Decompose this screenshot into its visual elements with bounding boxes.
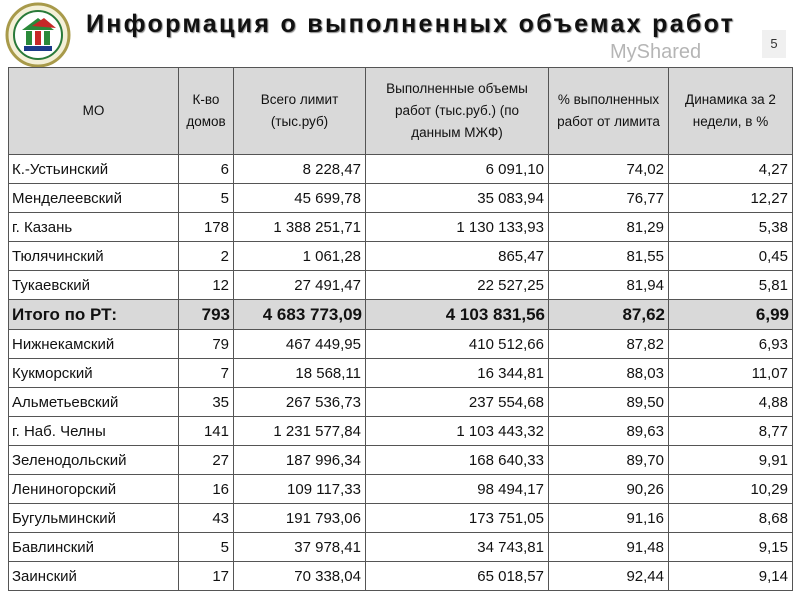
table-row — [9, 388, 793, 417]
cell-percent: 81,29 — [549, 213, 669, 242]
cell-name: Тукаевский — [9, 271, 179, 300]
table-row — [9, 330, 793, 359]
cell-percent: 89,70 — [549, 446, 669, 475]
cell-percent: 81,94 — [549, 271, 669, 300]
cell-dynamics: 0,45 — [669, 242, 793, 271]
cell-dynamics: 11,07 — [669, 359, 793, 388]
watermark: MyShared — [610, 41, 702, 63]
cell-limit: 8 228,47 — [234, 155, 366, 184]
cell-houses: 79 — [179, 330, 234, 359]
organization-logo — [2, 2, 74, 68]
cell-limit: 109 117,33 — [234, 475, 366, 504]
table-row — [9, 271, 793, 300]
cell-percent: 74,02 — [549, 155, 669, 184]
cell-percent: 91,16 — [549, 504, 669, 533]
cell-dynamics: 5,38 — [669, 213, 793, 242]
cell-limit: 27 491,47 — [234, 271, 366, 300]
cell-dynamics: 9,91 — [669, 446, 793, 475]
cell-houses: 6 — [179, 155, 234, 184]
cell-houses: 17 — [179, 562, 234, 591]
header-houses: К-во домов — [179, 68, 234, 155]
cell-done: 22 527,25 — [366, 271, 549, 300]
cell-done: 4 103 831,56 — [366, 300, 549, 330]
cell-dynamics: 12,27 — [669, 184, 793, 213]
cell-name: Нижнекамский — [9, 330, 179, 359]
header-mo: МО — [9, 68, 179, 155]
cell-houses: 178 — [179, 213, 234, 242]
cell-percent: 89,63 — [549, 417, 669, 446]
cell-done: 98 494,17 — [366, 475, 549, 504]
cell-done: 6 091,10 — [366, 155, 549, 184]
cell-dynamics: 10,29 — [669, 475, 793, 504]
header-done: Выполненные объемы работ (тыс.руб.) (по данным МЖФ) — [366, 68, 549, 155]
cell-percent: 91,48 — [549, 533, 669, 562]
cell-name: Тюлячинский — [9, 242, 179, 271]
cell-dynamics: 6,93 — [669, 330, 793, 359]
cell-limit: 70 338,04 — [234, 562, 366, 591]
cell-name: Кукморский — [9, 359, 179, 388]
cell-done: 16 344,81 — [366, 359, 549, 388]
cell-name: Лениногорский — [9, 475, 179, 504]
cell-done: 1 103 443,32 — [366, 417, 549, 446]
header-limit: Всего лимит (тыс.руб) — [234, 68, 366, 155]
cell-dynamics: 9,15 — [669, 533, 793, 562]
table-row — [9, 184, 793, 213]
table-row — [9, 475, 793, 504]
cell-houses: 141 — [179, 417, 234, 446]
page-title: Информация о выполненных объемах работ — [86, 10, 736, 38]
cell-name: г. Наб. Челны — [9, 417, 179, 446]
cell-done: 34 743,81 — [366, 533, 549, 562]
cell-done: 410 512,66 — [366, 330, 549, 359]
table-row — [9, 359, 793, 388]
cell-percent: 88,03 — [549, 359, 669, 388]
cell-limit: 267 536,73 — [234, 388, 366, 417]
table-row — [9, 213, 793, 242]
cell-houses: 2 — [179, 242, 234, 271]
cell-done: 65 018,57 — [366, 562, 549, 591]
table-row — [9, 242, 793, 271]
cell-name: г. Казань — [9, 213, 179, 242]
table-row — [9, 562, 793, 591]
cell-dynamics: 4,88 — [669, 388, 793, 417]
cell-limit: 1 231 577,84 — [234, 417, 366, 446]
cell-dynamics: 5,81 — [669, 271, 793, 300]
cell-limit: 4 683 773,09 — [234, 300, 366, 330]
cell-houses: 7 — [179, 359, 234, 388]
cell-limit: 191 793,06 — [234, 504, 366, 533]
cell-dynamics: 4,27 — [669, 155, 793, 184]
cell-houses: 12 — [179, 271, 234, 300]
cell-done: 1 130 133,93 — [366, 213, 549, 242]
total-row — [9, 300, 793, 330]
cell-percent: 92,44 — [549, 562, 669, 591]
cell-name: Итого по РТ: — [9, 300, 179, 330]
cell-name: Менделеевский — [9, 184, 179, 213]
cell-dynamics: 9,14 — [669, 562, 793, 591]
cell-limit: 467 449,95 — [234, 330, 366, 359]
cell-houses: 27 — [179, 446, 234, 475]
table-header-row — [9, 68, 793, 155]
cell-percent: 90,26 — [549, 475, 669, 504]
cell-limit: 45 699,78 — [234, 184, 366, 213]
cell-percent: 81,55 — [549, 242, 669, 271]
cell-limit: 1 061,28 — [234, 242, 366, 271]
cell-done: 865,47 — [366, 242, 549, 271]
cell-percent: 76,77 — [549, 184, 669, 213]
cell-name: Бугульминский — [9, 504, 179, 533]
cell-done: 237 554,68 — [366, 388, 549, 417]
cell-percent: 87,62 — [549, 300, 669, 330]
cell-percent: 89,50 — [549, 388, 669, 417]
cell-name: К.-Устьинский — [9, 155, 179, 184]
cell-percent: 87,82 — [549, 330, 669, 359]
header-dynamics: Динамика за 2 недели, в % — [669, 68, 793, 155]
works-table — [8, 67, 793, 591]
cell-name: Бавлинский — [9, 533, 179, 562]
cell-houses: 5 — [179, 533, 234, 562]
cell-done: 35 083,94 — [366, 184, 549, 213]
cell-name: Зеленодольский — [9, 446, 179, 475]
cell-done: 168 640,33 — [366, 446, 549, 475]
table-row — [9, 504, 793, 533]
cell-name: Заинский — [9, 562, 179, 591]
cell-houses: 5 — [179, 184, 234, 213]
cell-name: Альметьевский — [9, 388, 179, 417]
table-row — [9, 417, 793, 446]
page-number: 5 — [762, 30, 786, 58]
table-row — [9, 155, 793, 184]
cell-limit: 187 996,34 — [234, 446, 366, 475]
cell-limit: 37 978,41 — [234, 533, 366, 562]
cell-limit: 18 568,11 — [234, 359, 366, 388]
table-row — [9, 533, 793, 562]
cell-dynamics: 6,99 — [669, 300, 793, 330]
cell-limit: 1 388 251,71 — [234, 213, 366, 242]
cell-houses: 43 — [179, 504, 234, 533]
cell-dynamics: 8,77 — [669, 417, 793, 446]
header-percent: % выполненных работ от лимита — [549, 68, 669, 155]
cell-houses: 35 — [179, 388, 234, 417]
cell-dynamics: 8,68 — [669, 504, 793, 533]
table-row — [9, 446, 793, 475]
cell-houses: 793 — [179, 300, 234, 330]
cell-houses: 16 — [179, 475, 234, 504]
cell-done: 173 751,05 — [366, 504, 549, 533]
